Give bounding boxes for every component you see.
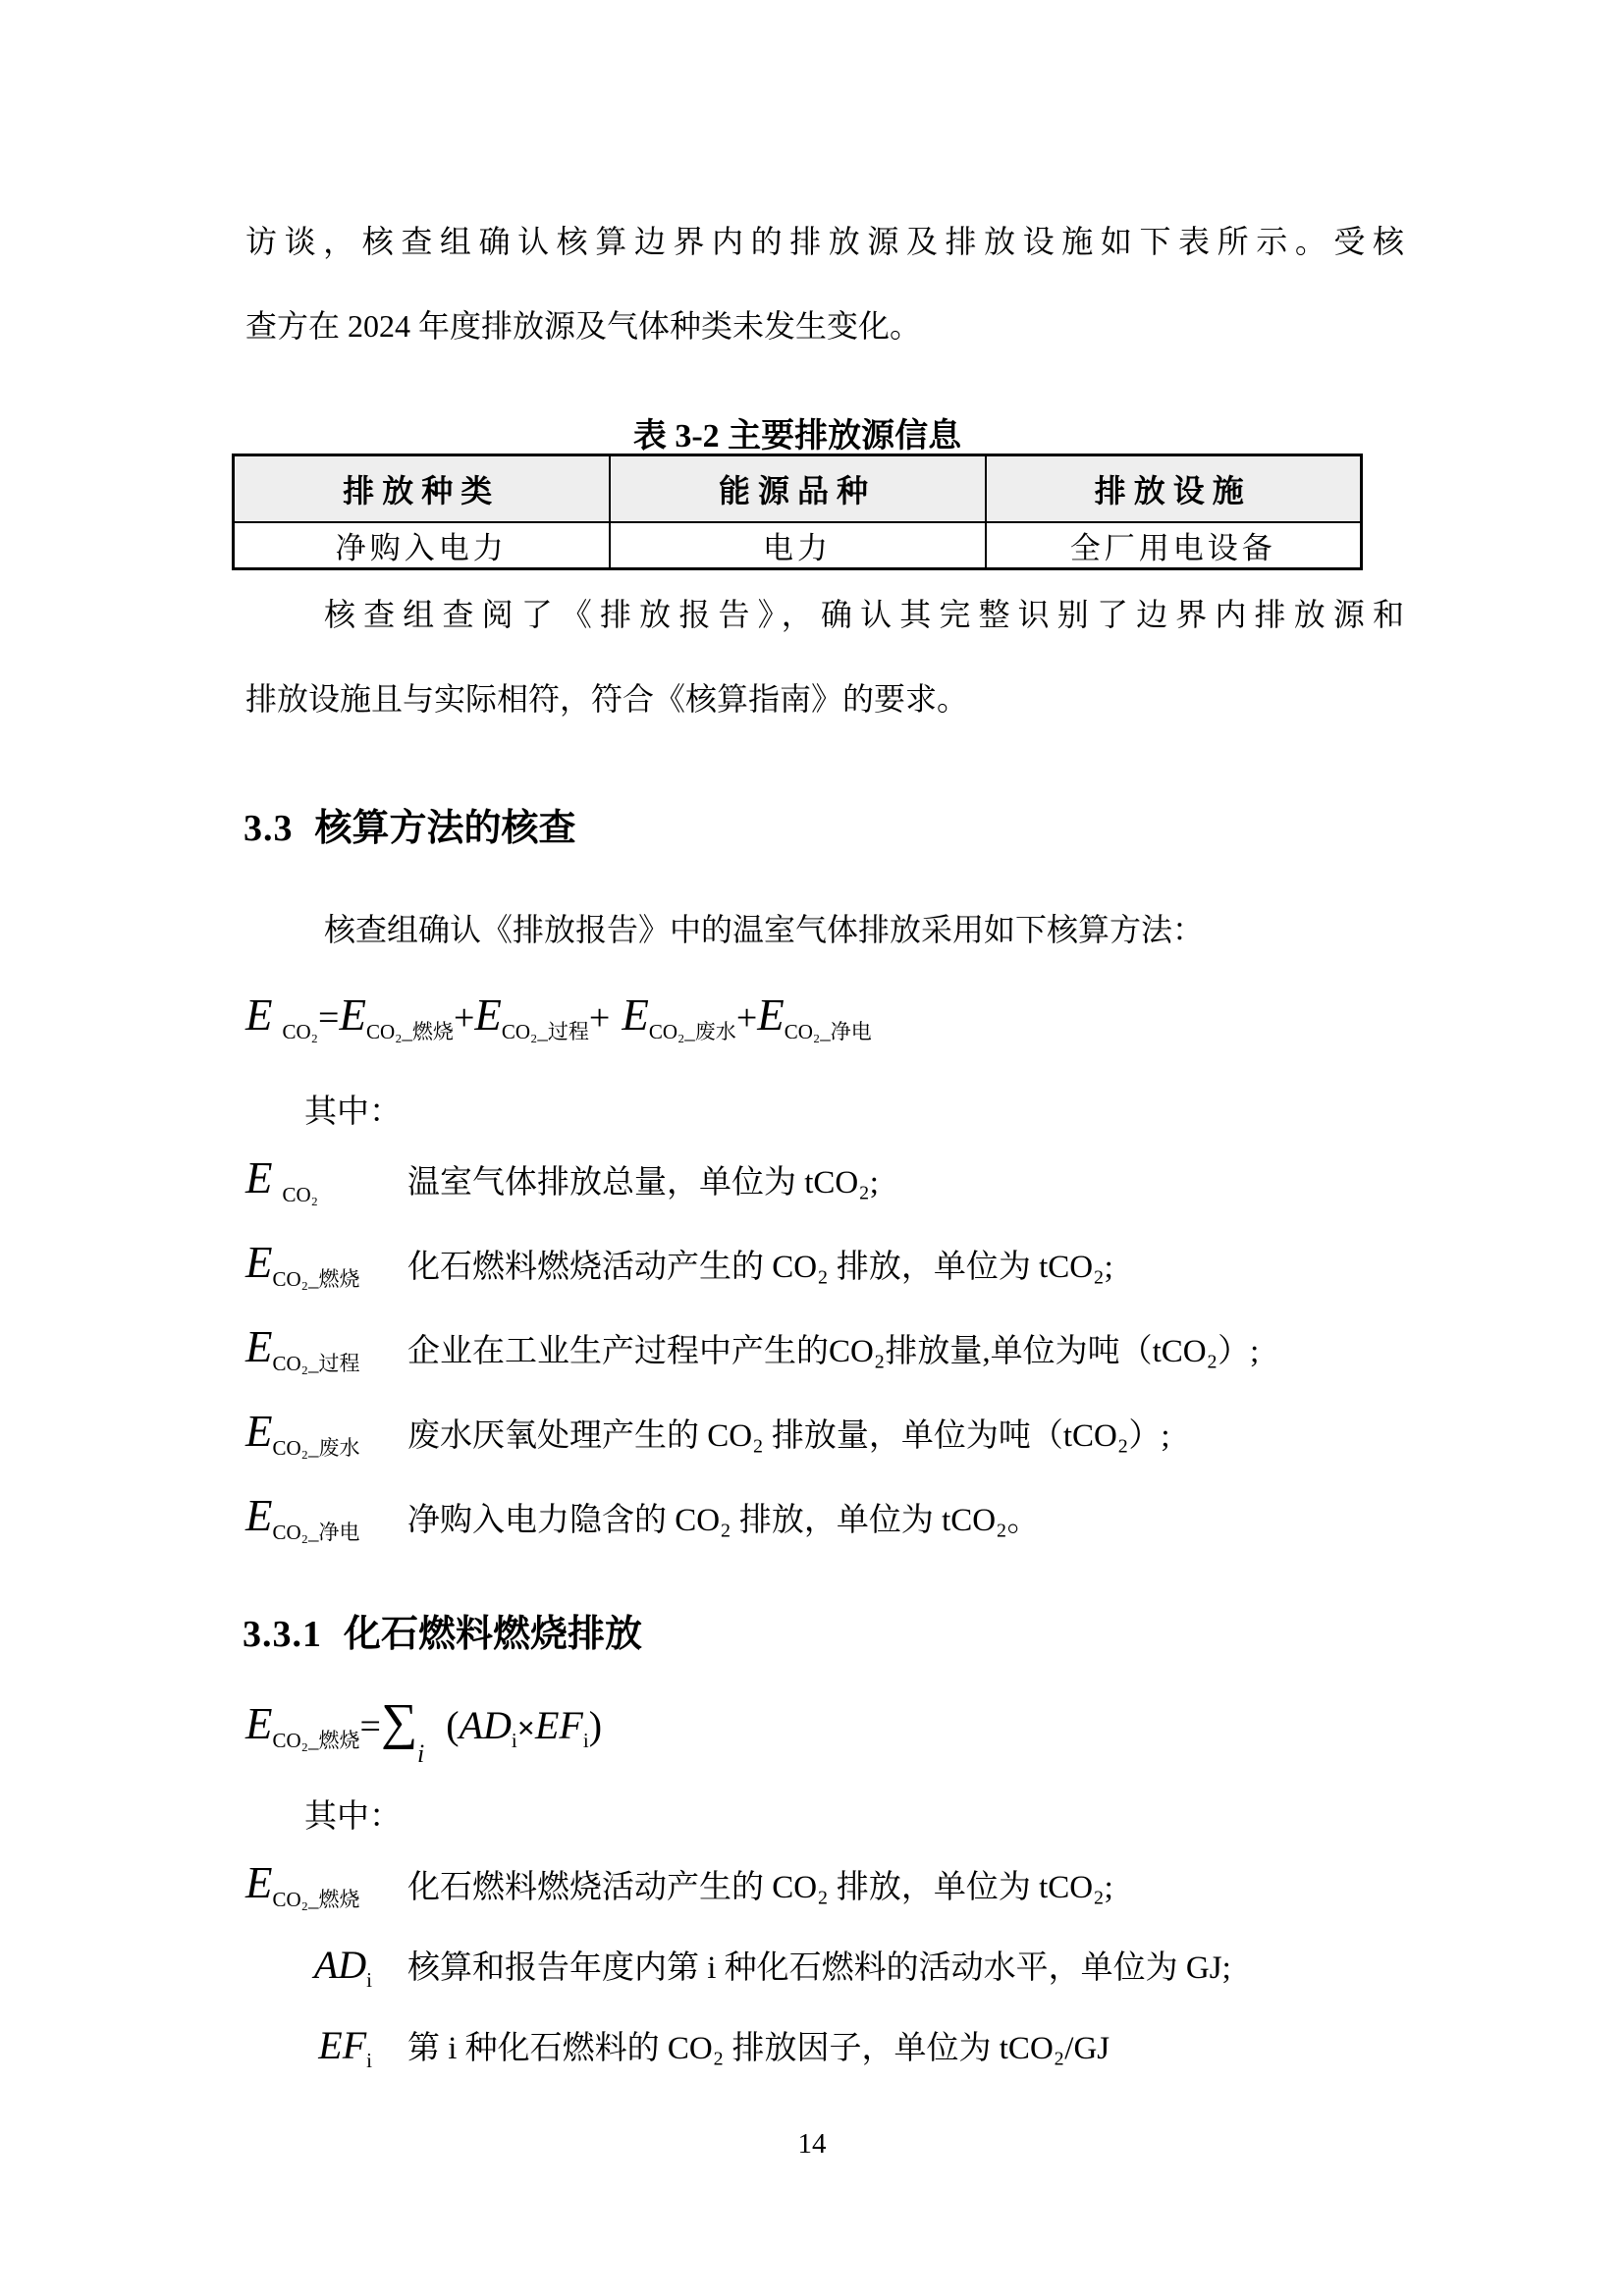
definition-row-E-wastewater [245,1407,1170,1461]
multiply-sign: × [516,1710,535,1745]
term-sub: i [366,1968,372,1992]
definition-row-EF [245,2023,1110,2073]
term-base: E [245,1322,273,1371]
table-caption: 表 3-2 主要排放源信息 [632,418,962,454]
definition-row-E-total [245,1153,879,1207]
term-EF [245,2023,407,2073]
term-base: E [245,1153,273,1202]
definition-text: 净购入电力隐含的 CO₂ 排放，单位为 tCO₂。 [407,1503,1040,1538]
formula-E-electricity: E [757,990,785,1040]
plus-sign-3: + [735,997,758,1039]
definition-text: 化石燃料燃烧活动产生的 CO₂ 排放，单位为 tCO₂; [407,1870,1113,1905]
section-3-3-1-title: 化石燃料燃烧排放 [344,1614,643,1655]
term-E-combustion [245,1858,407,1912]
section-3-3-1-heading [243,1603,642,1657]
formula-E-combustion: E [245,1699,273,1748]
term-sub: CO₂_净电 [272,1521,360,1544]
term-sub: CO₂ [282,1183,318,1206]
formula-sub-combustion: CO₂_燃烧 [272,1729,360,1752]
term-E-total [245,1153,407,1207]
definition-row-AD [245,1943,1231,1993]
table-header-emission-type: 排放种类 [234,455,610,523]
definition-row-E-process [245,1322,1260,1376]
section-3-3-title: 核算方法的核查 [314,808,576,849]
formula-sub-process: CO₂_过程 [501,1020,589,1043]
definition-row-E-combustion [245,1238,1113,1292]
section-3-3-heading [244,797,576,851]
plus-sign-1: + [453,997,475,1039]
formula-sub-electricity: CO₂_净电 [784,1020,872,1043]
definition-text: 核算和报告年度内第 i 种化石燃料的活动水平，单位为 GJ; [407,1950,1231,1986]
emission-source-table [232,454,1363,570]
definition-text: 废水厌氧处理产生的 CO₂ 排放量，单位为吨（tCO₂）; [407,1418,1170,1454]
definition-text: 企业在工业生产过程中产生的CO₂排放量,单位为吨（tCO₂）; [407,1334,1260,1369]
term-sub: CO₂_废水 [272,1436,360,1460]
term-base: E [245,1238,273,1287]
term-sub: CO₂_燃烧 [272,1267,360,1291]
paragraph-2-line-2: 排放设施且与实际相符，符合《核算指南》的要求。 [245,681,969,717]
term-E-process [245,1322,407,1376]
sigma-index: i [417,1739,425,1768]
paragraph-3: 核查组确认《排放报告》中的温室气体排放采用如下核算方法： [324,912,1205,947]
AD-index: i [511,1729,517,1752]
term-sub: CO₂_燃烧 [272,1888,360,1911]
formula-sub-total: CO₂ [282,1020,318,1043]
term-AD [245,1943,407,1993]
term-base: EF [318,2023,367,2067]
page-number: 14 [797,2128,827,2160]
term-base: E [245,1407,273,1456]
paragraph-1-line-2: 查方在 2024 年度排放源及气体种类未发生变化。 [245,308,922,344]
term-sub: CO₂_过程 [272,1352,360,1375]
formula-EF: EF [534,1703,583,1747]
term-E-combustion [245,1238,407,1292]
table-header-energy-kind: 能源品种 [610,455,986,523]
formula-combustion [245,1694,603,1768]
formula-E-total: E [245,990,273,1040]
term-base: E [245,1491,273,1540]
formula-AD: AD [459,1703,512,1747]
section-3-3-1-number: 3.3.1 [243,1614,322,1655]
plus-sign-2: + [588,997,611,1039]
formula-E-combustion: E [339,990,366,1040]
formula-total-emissions [245,990,872,1043]
definition-text: 化石燃料燃烧活动产生的 CO₂ 排放，单位为 tCO₂; [407,1250,1113,1285]
equals-sign: = [318,997,340,1039]
definition-text: 温室气体排放总量，单位为 tCO₂; [407,1165,879,1201]
definition-text: 第 i 种化石燃料的 CO₂ 排放因子，单位为 tCO₂/GJ [407,2031,1110,2066]
formula-E-wastewater: E [622,990,649,1040]
definition-row-E-electricity [245,1491,1040,1545]
table-header-emission-facility: 排放设施 [986,455,1362,523]
table-cell-emission-type: 净购入电力 [234,522,610,569]
section-3-3-number: 3.3 [244,808,294,849]
sigma-sum-symbol: ∑ [380,1694,418,1750]
right-paren: ) [588,1703,603,1747]
among-label-2: 其中： [304,1799,402,1835]
term-E-electricity [245,1491,407,1545]
paragraph-1-line-1: 访谈，核查组确认核算边界内的排放源及排放设施如下表所示。受核 [245,224,1404,259]
formula-E-process: E [474,990,502,1040]
table-header-row [234,455,1362,523]
equals-sign: = [359,1706,381,1747]
formula-sub-combustion: CO₂_燃烧 [365,1020,454,1043]
term-base: E [245,1858,273,1907]
formula-sub-wastewater: CO₂_废水 [648,1020,736,1043]
definition-row-E-combustion-2 [245,1858,1113,1912]
EF-index: i [582,1729,589,1752]
table-row [234,522,1362,569]
term-E-wastewater [245,1407,407,1461]
paragraph-2-line-1: 核查组查阅了《排放报告》，确认其完整识别了边界内排放源和 [324,597,1404,632]
among-label-1: 其中： [304,1095,402,1130]
table-cell-energy-kind: 电力 [610,522,986,569]
left-paren: ( [446,1703,460,1747]
table-cell-emission-facility: 全厂用电设备 [986,522,1362,569]
term-sub: i [366,2049,372,2072]
term-base: AD [313,1943,367,1987]
